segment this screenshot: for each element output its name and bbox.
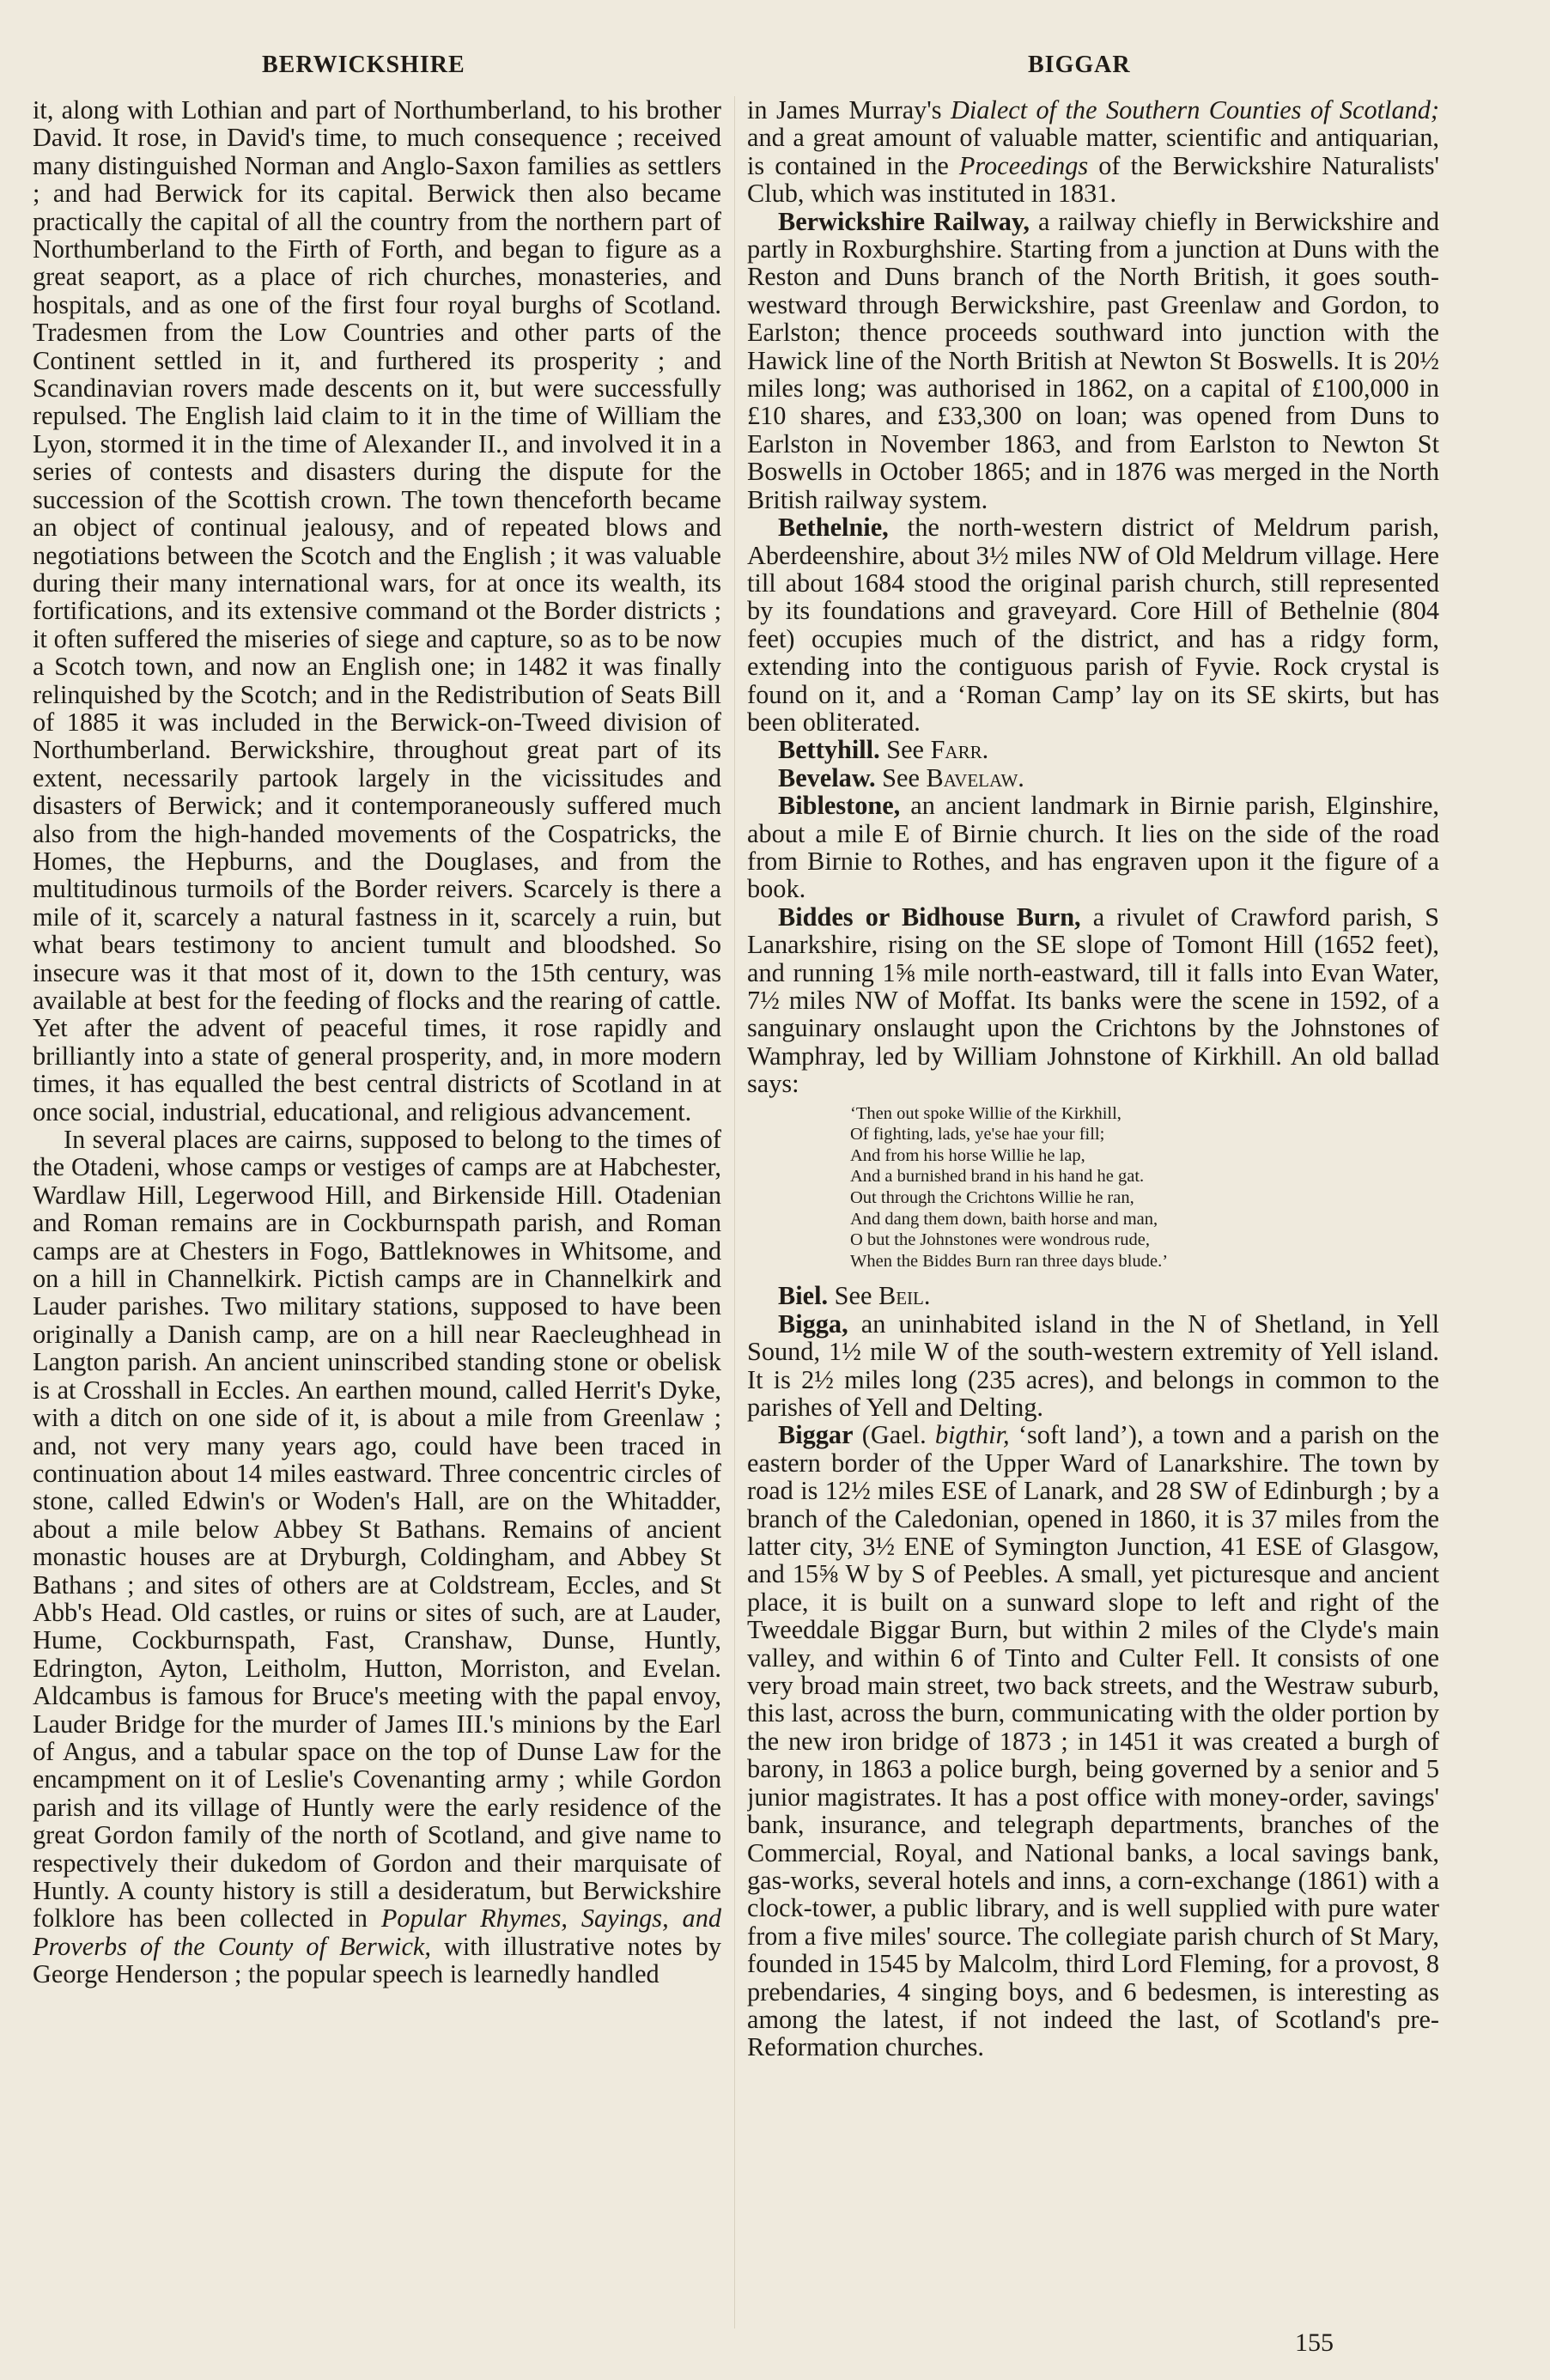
entry-text: ‘soft land’), a town and a parish on the eastern border of the Upper Ward of Lanarkshire. The town by road is 12½ miles ESE of Lanark, and 28 SW of Edinburgh ; by a branch of the Caledonian, opened in 1860, it is 37 miles from the latter city, 3½ ENE of Symington Junction, 41 ESE of Glasgow, and 15⅝ W by S of Peebles. A small, yet picturesque and ancient place, it is built on a sunward slope to left and right of the Tweeddale Biggar Burn, but within 2 miles of the Clyde's main valley, and within 6 of Tinto and Culter Fell. It consists of one very broad main street, two back streets, and the Westraw suburb, this last, across the burn, communicating with the older portion by the new iron bridge of 1873 ; in 1451 it was created a burgh of barony, in 1863 a police burgh, being governed by a senior and 5 junior magistrates. It has a post office with money-order, savings' bank, insurance, and telegraph departments, branches of the Commercial, Royal, and National banks, a local savings bank, gas-works, several hotels and inns, a corn-exchange (1861) with a clock-tower, a public library, and is well supplied with pure water from a five miles' source. The collegiate parish church of St Mary, founded in 1545 by Malcolm, third Lord Fleming, for a provost, 8 prebendaries, 4 singing boys, and 6 bedesmen, is interesting as among the latest, if not indeed the last, of Scotland's pre-Reformation churches. (747, 1420, 1439, 2062)
headword: Biel. (778, 1281, 829, 1311)
continuation-text-c: of the Berwickshire Naturalists' Club, which was instituted in 1831. (747, 150, 1439, 209)
entry-text: a railway chiefly in Berwickshire and partly in Roxburghshire. Starting from a junction at Duns with the Reston and Duns branch of the North British, it goes south-westward through Berwickshire, past Greenlaw and Gordon, to Earlston; thence proceeds southward into junction with the Hawick line of the North British at Newton St Boswells. It is 20½ miles long; was authorised in 1862, on a capital of £100,000 in £10 shares, and £33,300 on loan; was opened from Duns to Earlston in November 1863, and from Earlston to Newton St Boswells in October 1865; and in 1876 was merged in the North British railway system. (747, 206, 1439, 514)
entry-bevelaw (747, 764, 1439, 792)
antiquities-text: In several places are cairns, supposed to belong to the times of the Otadeni, whose camps or vestiges of camps are at Habchester, Wardlaw Hill, Legerwood Hill, and Birkenside Hill. Otadenian and Roman remains are in Cockburnspath parish, and Roman camps are at Chesters in Fogo, Battleknowes in Whitsome, and on a hill in Channelkirk. Pictish camps are in Channelkirk and Lauder parishes. Two military stations, supposed to have been originally a Danish camp, are on a hill near Raecleughhead in Langton parish. An ancient uninscribed standing stone or obelisk is at Crosshall in Eccles. An earthen mound, called Herrit's Dyke, with a ditch on one side of it, is about a mile from Greenlaw ; and, not very many years ago, could have been traced in continuation about 14 miles eastward. Three concentric circles of stone, called Edwin's or Woden's Hall, are on the Whitadder, about a mile below Abbey St Bathans. Remains of ancient monastic houses are at Dryburgh, Coldingham, and Abbey St Bathans ; and sites of others are at Coldstream, Eccles, and St Abb's Head. Old castles, or ruins or sites of such, are at Lauder, Hume, Cockburnspath, Fast, Cranshaw, Dunse, Huntly, Edrington, Ayton, Leitholm, Hutton, Morriston, and Evelan. Aldcambus is famous for Bruce's meeting with the papal envoy, Lauder Bridge for the murder of James III.'s minions by the Earl of Angus, and a tabular space on the top of Dunse Law for the encampment on it of Leslie's Covenanting army ; while Gordon parish and its village of Huntly were the early residence of the great Gordon family of the north of Scotland, and give name to respectively their dukedom of Gordon and their marquisate of Huntly. A county history is still a desideratum, but Berwickshire folklore has been collected in (33, 1125, 721, 1934)
book-title-popular-rhymes: Popular Rhymes, Sayings, and Proverbs of the County of Berwick, (33, 1903, 721, 1961)
entry-text-a: (Gael. (853, 1420, 935, 1450)
right-column (747, 96, 1439, 2328)
entry-text: an ancient landmark in Birnie parish, Elginshire, about a mile E of Birnie church. It lies on the side of the road from Birnie to Rothes, and has engraven upon it the figure of a book. (747, 791, 1439, 904)
entry-bettyhill (747, 736, 1439, 763)
headword: Bigga, (778, 1308, 848, 1339)
paragraph-continuation (747, 96, 1439, 208)
entry-text: the north-western district of Meldrum parish, Aberdeenshire, about 3½ miles NW of Old Meldrum village. Here till about 1684 stood the original parish church, still represented by its foundations and graveyard. Core Hill of Bethelnie (804 feet) occupies much of the district, and has a ridgy form, extending into the contiguous parish of Fyvie. Rock crystal is found on it, and a ‘Roman Camp’ lay on its SE skirts, but has been obliterated. (747, 513, 1439, 737)
ballad-line: And a burnished brand in his hand he gat. (850, 1167, 1145, 1187)
headword: Biddes or Bidhouse Burn, (778, 902, 1081, 932)
book-title-proceedings: Proceedings (958, 150, 1089, 180)
entry-berwickshire-railway (747, 208, 1439, 513)
entry-bethelnie (747, 513, 1439, 736)
ballad-line: Of fighting, lads, ye'se hae your fill; (850, 1125, 1105, 1144)
paragraph-berwickshire-history: it, along with Lothian and part of Northumberland, to his brother David. It rose, in David's time, to much consequence ; received many distinguished Norman and Anglo-Saxon families as settlers ; and had Berwick for its capital. Berwick then also became practically the capital of all the country from the northern part of Northumberland to the Firth of Forth, and began to figure as a great seaport, as a place of rich churches, monasteries, and hospitals, and as one of the first four royal burghs of Scotland. Tradesmen from the Low Countries and other parts of the Continent settled in it, and furthered its prosperity ; and Scandinavian rovers made descents on it, but were successfully repulsed. The English laid claim to it in the time of William the Lyon, stormed it in the time of Alexander II., and involved it in a series of contests and disasters during the dispute for the succession of the Scottish crown. The town thenceforth became an object of continual jealousy, and of repeated blows and negotiations between the Scotch and the English ; it was valuable during their many international wars, for at once its wealth, its fortifications, and its extensive command ot the Border districts ; it often suffered the miseries of siege and capture, so as to be now a Scotch town, and now an English one; in 1482 it was finally relinquished by the Scotch; and in the Redistribution of Seats Bill of 1885 it was included in the Berwick-on-Tweed division of Northumberland. Berwickshire, throughout great part of its extent, necessarily partook largely in the vicissitudes and disasters of Berwick; and it contemporaneously suffered much also from the high-handed movements of the Cospatricks, the Homes, the Hepburns, and the Douglases, and from the multitudinous turmoils of the Border reivers. Scarcely is there a mile of it, scarcely a natural fastness in it, scarcely a ruin, but what bears testimony to ancient tumult and bloodshed. So insecure was it that most of it, down to the 15th century, was available at best for the feeding of flocks and the rearing of cattle. Yet after the advent of peaceful times, it rose rapidly and brilliantly into a state of general prosperity, and, in more modern times, it has equalled the best central districts of Scotland in at once social, industrial, educational, and religious advancement. (33, 96, 721, 1126)
left-column (33, 96, 721, 2328)
running-header-left: BERWICKSHIRE (262, 52, 465, 78)
entry-biblestone (747, 792, 1439, 903)
running-header-right: BIGGAR (1028, 52, 1131, 78)
entry-text: a rivulet of Crawford parish, S Lanarkshire, rising on the SE slope of Tomont Hill (1652 feet), and running 1⅝ mile north-eastward, till it falls into Evan Water, 7½ miles NW of Moffat. Its banks were the scene in 1592, of a sanguinary onslaught upon the Crichtons by the Johnstones of Wamphray, led by William Johnstone of Kirkhill. An old ballad says: (747, 902, 1439, 1099)
paragraph-antiquities (33, 1126, 721, 1988)
book-title-dialect: Dialect of the Southern Counties of Scotland; (950, 96, 1439, 124)
ballad-line: And dang them down, baith horse and man, (850, 1209, 1158, 1229)
antiquities-tail: with illustrative notes by George Henderson ; the popular speech is learnedly handled (33, 1931, 721, 1989)
entry-text: an uninhabited island in the N of Shetland, in Yell Sound, 1½ mile W of the south-western extremity of Yell island. It is 2½ miles long (235 acres), and belongs in common to the parishes of Yell and Delting. (747, 1308, 1439, 1422)
ballad-line: O but the Johnstones were wondrous rude, (850, 1230, 1151, 1250)
continuation-text-a: in James Murray's (747, 96, 951, 124)
headword: Biblestone, (778, 791, 901, 821)
cross-reference: Bavelaw. (926, 762, 1024, 792)
headword: Biggar (778, 1420, 854, 1450)
entry-bigga (747, 1310, 1439, 1422)
headword: Bevelaw. (778, 762, 876, 792)
see-text: See (875, 762, 927, 792)
see-text: See (879, 735, 931, 765)
entry-biggar (747, 1421, 1439, 2061)
ballad-line: ‘Then out spoke Willie of the Kirkhill, (850, 1103, 1121, 1123)
column-divider (734, 96, 735, 2328)
see-text: See (828, 1281, 878, 1311)
cross-reference: Farr. (930, 735, 989, 765)
headword: Berwickshire Railway, (778, 206, 1030, 236)
ballad-line: When the Biddes Burn ran three days blude.’ (850, 1251, 1169, 1271)
page-number: 155 (1295, 2328, 1334, 2357)
continuation-text-b: and a great amount of valuable matter, scientific and antiquarian, is contained in the (747, 123, 1439, 180)
ballad-line: And from his horse Willie he lap, (850, 1145, 1085, 1165)
ballad-line: Out through the Crichtons Willie he ran, (850, 1188, 1134, 1207)
headword: Bethelnie, (778, 513, 889, 543)
ballad-quotation (850, 1103, 1439, 1272)
entry-biddes-burn (747, 903, 1439, 1098)
gaelic-word: bigthir, (934, 1420, 1010, 1450)
cross-reference: Beil. (878, 1281, 931, 1311)
entry-biel (747, 1282, 1439, 1309)
headword: Bettyhill. (778, 735, 880, 765)
